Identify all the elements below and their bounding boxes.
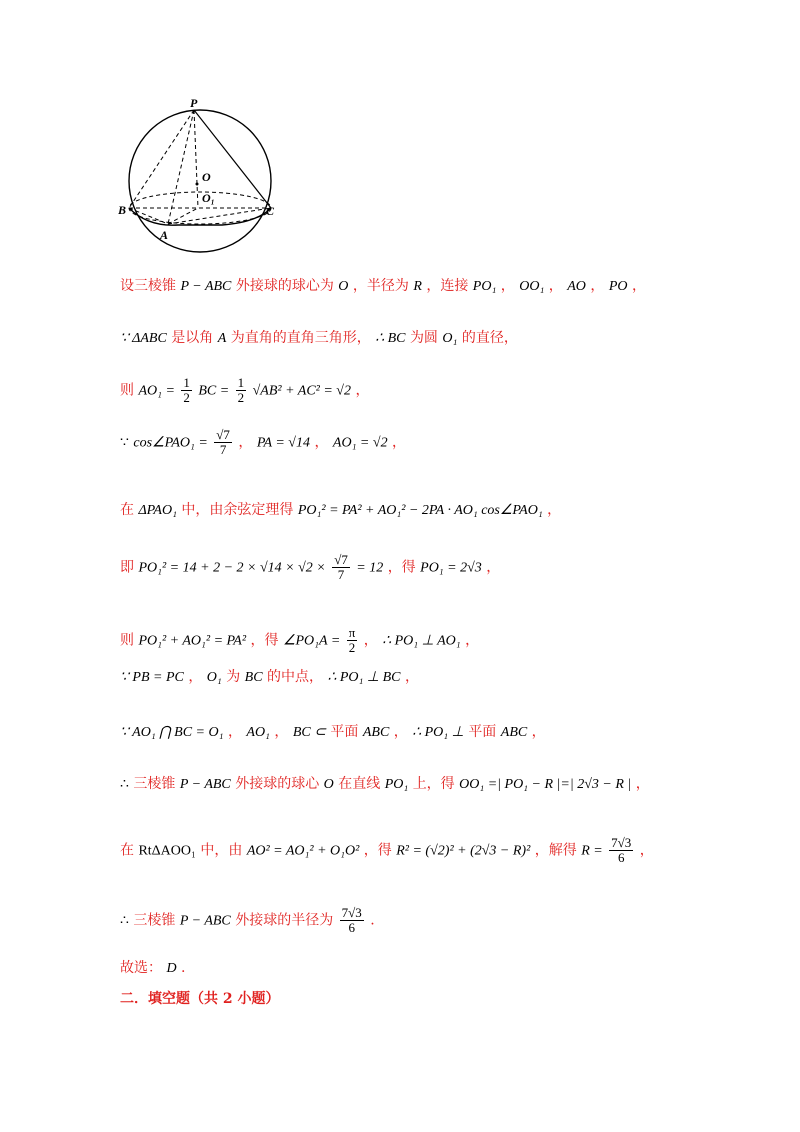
math: PA = √14 xyxy=(256,435,310,451)
text: 的中点， xyxy=(267,669,323,685)
text: 在直线 xyxy=(338,776,381,792)
fraction: $\frac{7√3}{6}$ xyxy=(611,835,632,865)
solution-line-8 xyxy=(120,667,419,688)
math: ∴ PO₁ ⊥ BC xyxy=(327,670,401,685)
text: 的直径， xyxy=(461,330,518,346)
solution-line-12 xyxy=(120,906,375,935)
math: cos∠PAO₁ = xyxy=(133,435,208,451)
math: P − ABC xyxy=(179,777,231,792)
math: ∴ PO₁ ⊥ AO₁ xyxy=(382,633,461,649)
math: PO₁² = PA² + AO₁² − 2PA · AO₁ cos∠PAO₁ xyxy=(297,503,543,518)
math: ∴ BC xyxy=(375,331,406,346)
math: ΔPAO₁ xyxy=(138,503,177,518)
math: ∠PO₁A = xyxy=(282,633,341,649)
text: ， xyxy=(314,434,329,451)
fraction: $\frac{1}{2}$ xyxy=(183,375,190,405)
text: 平面 xyxy=(468,724,497,740)
math: PO₁ xyxy=(472,279,497,294)
math: A xyxy=(217,331,227,346)
math: PO₁² = 14 + 2 − 2 × √14 × √2 × xyxy=(138,560,326,576)
math: ∴ xyxy=(120,913,129,929)
math: ABC xyxy=(362,725,390,740)
math: ABC xyxy=(500,725,528,740)
text: 是以角 xyxy=(171,330,214,346)
text: 外接球的半径为 xyxy=(235,912,334,929)
text: . xyxy=(181,960,186,976)
math: OO₁ xyxy=(519,279,545,294)
math: R xyxy=(413,279,422,294)
text: 中，由余弦定理得 xyxy=(181,502,294,518)
math: ∵ xyxy=(120,435,129,451)
point-o xyxy=(196,183,199,186)
solution-line-7 xyxy=(120,626,479,655)
solution-line-3 xyxy=(120,376,369,405)
text: 在 xyxy=(120,502,134,518)
text: ，连接 xyxy=(426,278,469,294)
fraction: $\frac{\pi}{2}$ xyxy=(348,625,356,655)
math: AO₁ xyxy=(246,725,270,740)
text: ， xyxy=(392,434,407,451)
text: ， xyxy=(404,669,419,685)
text: ， xyxy=(274,724,289,740)
text: ， xyxy=(363,632,378,649)
text: ， xyxy=(355,382,370,399)
math: PO xyxy=(608,279,628,294)
label-a: A xyxy=(160,228,169,242)
sphere-pyramid-figure xyxy=(118,96,280,256)
text: 故选： xyxy=(120,960,162,976)
math: P − ABC xyxy=(180,279,232,294)
solution-line-5 xyxy=(120,500,561,521)
label-o1: O₁ xyxy=(202,191,215,205)
segment-po1 xyxy=(194,110,198,208)
math: O xyxy=(323,777,334,792)
text: ， xyxy=(486,559,501,576)
math: ∵ PB = PC xyxy=(120,670,184,685)
text: 设三棱锥 xyxy=(120,278,176,294)
math: AO₁ = √2 xyxy=(332,435,388,451)
math: BC xyxy=(244,670,263,685)
math: PO₁² + AO₁² = PA² xyxy=(138,633,247,649)
text: ， xyxy=(639,842,654,859)
text: ， xyxy=(547,502,562,518)
math: AO₁ = xyxy=(138,383,175,399)
text: ， xyxy=(465,632,480,649)
label-p: P xyxy=(190,96,198,110)
solution-line-4 xyxy=(120,428,406,457)
math: AO xyxy=(567,279,586,294)
text: 三棱锥 xyxy=(133,912,176,929)
text: ， xyxy=(393,724,408,740)
math: ∴ xyxy=(120,777,129,792)
text: 在 xyxy=(120,842,134,859)
math: BC = xyxy=(198,383,230,399)
text: 中，由 xyxy=(200,842,243,859)
edge-pb xyxy=(129,110,194,208)
math: AO² = AO₁² + O₁O² xyxy=(246,843,360,859)
solution-line-2 xyxy=(120,328,518,349)
text: 即 xyxy=(120,559,134,576)
text: ， xyxy=(631,278,646,294)
text: ， xyxy=(238,434,253,451)
text: ，得 xyxy=(387,559,416,576)
fraction: $\frac{√7}{7}$ xyxy=(216,427,230,457)
math: O₁ xyxy=(206,670,222,685)
fraction: $\frac{√7}{7}$ xyxy=(334,552,348,582)
math: BC ⊂ xyxy=(292,725,326,740)
text: 上，得 xyxy=(412,776,455,792)
text: ， xyxy=(531,724,546,740)
solution-line-6 xyxy=(120,553,500,582)
math: PO₁ = 2√3 xyxy=(420,560,482,576)
math: ∵ ΔABC xyxy=(120,331,167,346)
math: PO₁ xyxy=(384,777,409,792)
text: ， xyxy=(188,669,203,685)
math: RtΔAOO₁ xyxy=(138,843,196,859)
text: ， xyxy=(227,724,242,740)
math: R² = (√2)² + (2√3 − R)² xyxy=(396,843,531,859)
math: ∴ PO₁ ⊥ xyxy=(412,725,464,740)
text: ， xyxy=(548,278,563,294)
solution-line-11 xyxy=(120,836,654,865)
text: 外接球的球心 xyxy=(235,776,320,792)
text: ，解得 xyxy=(534,842,577,859)
label-c: C xyxy=(266,204,275,218)
label-b: B xyxy=(118,203,127,217)
text: 为直角的直角三角形， xyxy=(230,330,371,346)
text: 为 xyxy=(226,669,241,685)
math: = 12 xyxy=(356,560,384,576)
math: O xyxy=(338,279,349,294)
solution-line-9 xyxy=(120,722,546,743)
text: ， xyxy=(590,278,605,294)
text: ，得 xyxy=(363,842,392,859)
answer-line xyxy=(120,958,185,979)
text: ，得 xyxy=(250,632,279,649)
solution-line-1 xyxy=(120,276,646,297)
text: ， xyxy=(635,776,650,792)
math: P − ABC xyxy=(179,913,231,929)
math: √AB² + AC² = √2 xyxy=(252,383,351,399)
math: ∵ AO₁ ⋂ BC = O₁ xyxy=(120,725,224,740)
section-heading: 二．填空题（共 2 小题） xyxy=(120,991,280,1007)
text: ，半径为 xyxy=(352,278,409,294)
label-o: O xyxy=(202,170,211,184)
text: 三棱锥 xyxy=(133,776,176,792)
solution-line-10 xyxy=(120,774,650,795)
math: R = xyxy=(581,843,603,859)
fraction: $\frac{7√3}{6}$ xyxy=(341,905,362,935)
edge-pa xyxy=(168,110,194,224)
math: OO₁ =| PO₁ − R |=| 2√3 − R | xyxy=(459,777,632,792)
math: D xyxy=(166,961,177,976)
math: O₁ xyxy=(442,331,458,346)
text: 则 xyxy=(120,382,134,399)
text: 为圆 xyxy=(409,330,438,346)
text: . xyxy=(370,912,375,929)
text: 平面 xyxy=(330,724,359,740)
text: ， xyxy=(500,278,515,294)
text: 则 xyxy=(120,632,134,649)
text: 外接球的球心为 xyxy=(235,278,334,294)
fraction: $\frac{1}{2}$ xyxy=(237,375,245,405)
